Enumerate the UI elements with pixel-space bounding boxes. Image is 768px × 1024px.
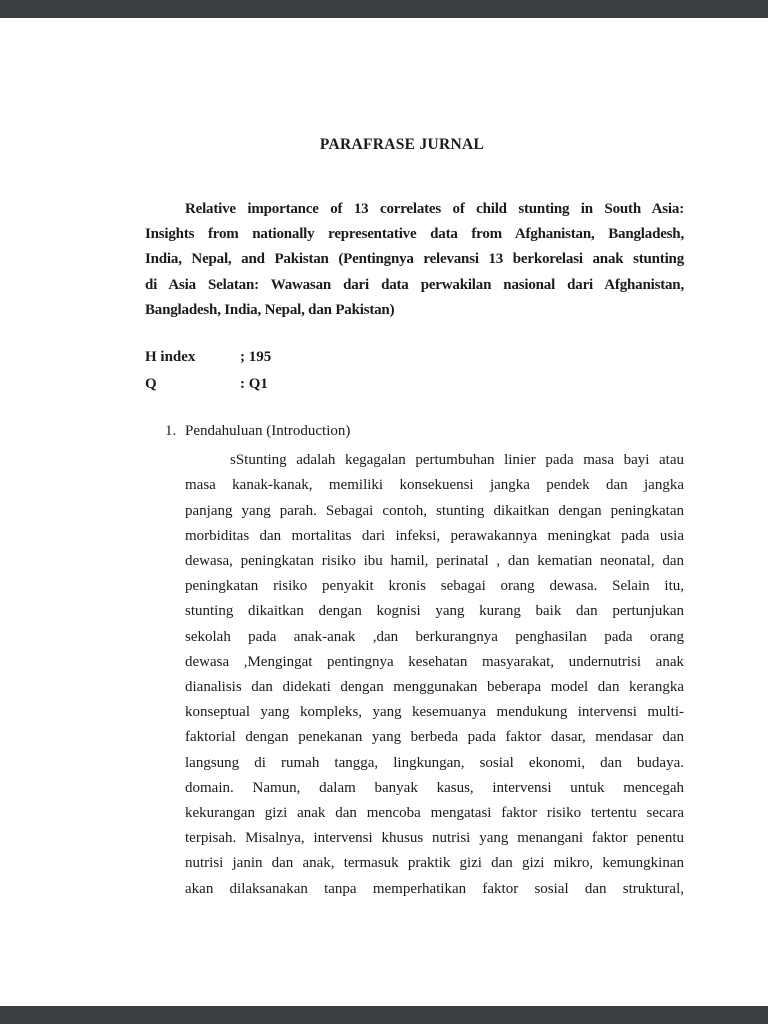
section-heading: Pendahuluan (Introduction) xyxy=(185,423,351,440)
text-line: langsung di rumah tangga, lingkungan, sosial ekonomi, dan budaya. xyxy=(185,754,684,771)
text-line: stunting dikaitkan dengan kognisi yang kurang baik dan pertunjukan xyxy=(185,603,684,620)
text-line: akan dilaksanakan tanpa memperhatikan faktor sosial dan struktural, xyxy=(185,880,684,897)
q-row xyxy=(145,371,768,398)
text-line: Bangladesh, India, Nepal, dan Pakistan) xyxy=(145,301,395,318)
h-index-value: ; 195 xyxy=(240,349,272,366)
text-line: domain. Namun, dalam banyak kasus, intervensi untuk mencegah xyxy=(185,779,684,796)
text-line: nutrisi janin dan anak, termasuk praktik gizi dan gizi mikro, kemungkinan xyxy=(185,855,684,872)
text-line: morbiditas dan mortalitas dari infeksi, perawakannya meningkat pada usia xyxy=(185,527,684,544)
section-number: 1. xyxy=(165,423,177,440)
q-label: Q xyxy=(145,375,157,392)
section-list xyxy=(0,419,768,902)
text-line: sekolah pada anak-anak ,dan berkurangnya penghasilan pada orang xyxy=(185,628,684,645)
journal-title-block xyxy=(145,197,684,323)
page-title: PARAFRASE JURNAL xyxy=(319,136,485,153)
text-line: Insights from nationally representative data from Afghanistan, Bangladesh, xyxy=(145,226,684,243)
document-page xyxy=(0,18,768,1006)
text-line: panjang yang parah. Sebagai contoh, stunting dikaitkan dengan peningkatan xyxy=(185,502,684,519)
h-index-label: H index xyxy=(145,349,196,366)
text-line: peningkatan risiko penyakit kronis sebagai orang dewasa. Selain itu, xyxy=(185,578,684,595)
text-line: Relative importance of 13 correlates of child stunting in South Asia: xyxy=(185,201,684,217)
text-line: di Asia Selatan: Wawasan dari data perwakilan nasional dari Afghanistan, xyxy=(145,276,684,293)
text-line: dianalisis dan didekati dengan menggunakan beberapa model dan kerangka xyxy=(185,679,684,696)
text-line: faktorial dengan penekanan yang berbeda pada faktor dasar, mendasar dan xyxy=(185,729,684,746)
text-line: dewasa ,Mengingat pentingnya kesehatan masyarakat, undernutrisi anak xyxy=(185,653,684,670)
viewer-bottom-gap xyxy=(0,1006,768,1024)
text-line: konseptual yang kompleks, yang kesemuanya mendukung intervensi multi- xyxy=(185,704,684,721)
text-line: India, Nepal, and Pakistan (Pentingnya relevansi 13 berkorelasi anak stunting xyxy=(145,251,684,268)
text-line: dewasa, peningkatan risiko ibu hamil, perinatal , dan kematian neonatal, dan xyxy=(185,553,684,570)
h-index-row xyxy=(145,344,768,371)
section-paragraph xyxy=(185,448,684,902)
q-value: : Q1 xyxy=(240,375,268,392)
text-line: kekurangan gizi anak dan mencoba mengatasi faktor risiko tertentu secara xyxy=(185,805,684,822)
text-line: terpisah. Misalnya, intervensi khusus nutrisi yang menangani faktor penentu xyxy=(185,830,684,847)
viewer-top-gap xyxy=(0,0,768,18)
section-heading-row xyxy=(165,419,768,444)
text-line: masa kanak-kanak, memiliki konsekuensi jangka pendek dan jangka xyxy=(185,477,684,494)
text-line: sStunting adalah kegagalan pertumbuhan linier pada masa bayi atau xyxy=(230,452,684,469)
metadata-block xyxy=(145,344,768,397)
